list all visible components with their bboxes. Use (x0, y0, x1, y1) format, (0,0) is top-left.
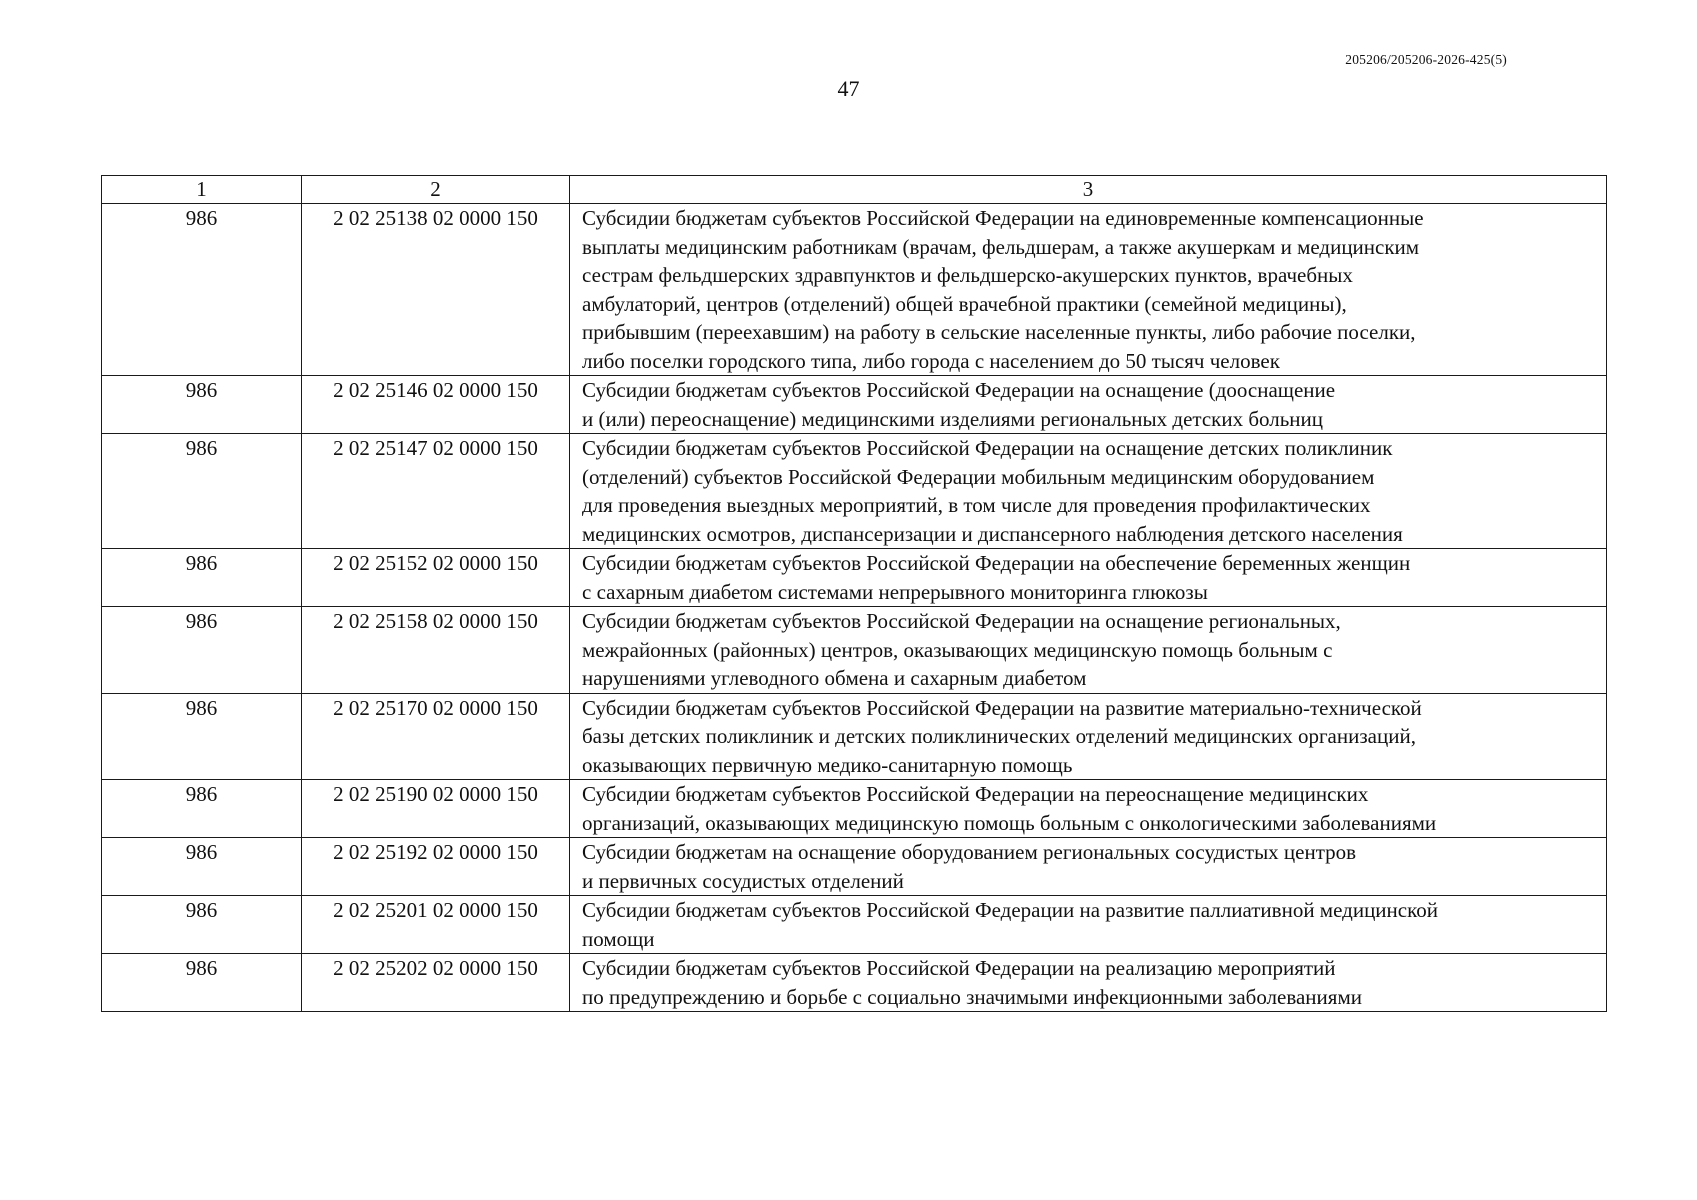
income-name-line: Субсидии бюджетам на оснащение оборудованием региональных сосудистых центров (582, 840, 1357, 864)
income-name-line: нарушениями углеводного обмена и сахарным диабетом (582, 666, 1087, 690)
income-name-cell (570, 376, 1607, 434)
income-name-line: и (или) переоснащение) медицинскими изделиями региональных детских больниц (582, 406, 1324, 431)
income-name-cell (570, 954, 1607, 1012)
budget-code-cell: 2 02 25190 02 0000 150 (302, 780, 570, 838)
income-name-line: организаций, оказывающих медицинскую помощь больным с онкологическими заболеваниями (582, 810, 1437, 835)
budget-code-cell: 2 02 25158 02 0000 150 (302, 607, 570, 694)
admin-code-cell: 986 (102, 434, 302, 549)
column-header-3: 3 (570, 176, 1607, 204)
admin-code-cell: 986 (102, 954, 302, 1012)
page-number: 47 (837, 76, 860, 101)
income-name-line: Субсидии бюджетам субъектов Российской Федерации на переоснащение медицинских (582, 782, 1369, 806)
income-name-cell (570, 896, 1607, 954)
income-name-line: межрайонных (районных) центров, оказывающих медицинскую помощь больным с (582, 637, 1333, 662)
income-name-line: сестрам фельдшерских здравпунктов и фельдшерско-акушерских пунктов, врачебных (582, 263, 1353, 287)
income-name-line: Субсидии бюджетам субъектов Российской Федерации на обеспечение беременных женщин (582, 551, 1411, 575)
admin-code-cell: 986 (102, 896, 302, 954)
income-name-cell (570, 693, 1607, 780)
admin-code-cell: 986 (102, 204, 302, 376)
budget-code-cell: 2 02 25192 02 0000 150 (302, 838, 570, 896)
income-name-line: помощи (582, 926, 655, 951)
table-row (102, 607, 1607, 694)
income-name-line: для проведения выездных мероприятий, в том числе для проведения профилактических (582, 493, 1371, 517)
table-row (102, 204, 1607, 376)
budget-code-cell: 2 02 25201 02 0000 150 (302, 896, 570, 954)
income-name-line: Субсидии бюджетам субъектов Российской Федерации на развитие паллиативной медицинской (582, 898, 1438, 922)
income-name-line: Субсидии бюджетам субъектов Российской Федерации на оснащение региональных, (582, 609, 1341, 633)
admin-code-cell: 986 (102, 780, 302, 838)
table-row (102, 549, 1607, 607)
table-row (102, 838, 1607, 896)
budget-code-cell: 2 02 25202 02 0000 150 (302, 954, 570, 1012)
table-row (102, 376, 1607, 434)
income-name-line: либо поселки городского типа, либо города с населением до 50 тысяч человек (582, 348, 1280, 373)
income-name-cell (570, 607, 1607, 694)
admin-code-cell: 986 (102, 838, 302, 896)
table-row (102, 954, 1607, 1012)
income-name-cell (570, 838, 1607, 896)
income-name-line: Субсидии бюджетам субъектов Российской Федерации на реализацию мероприятий (582, 956, 1336, 980)
budget-code-cell: 2 02 25146 02 0000 150 (302, 376, 570, 434)
admin-code-cell: 986 (102, 693, 302, 780)
income-name-cell (570, 204, 1607, 376)
income-name-line: Субсидии бюджетам субъектов Российской Федерации на оснащение (дооснащение (582, 378, 1336, 402)
column-header-1: 1 (102, 176, 302, 204)
budget-code-cell: 2 02 25138 02 0000 150 (302, 204, 570, 376)
income-name-line: амбулаторий, центров (отделений) общей врачебной практики (семейной медицины), (582, 291, 1347, 316)
income-name-line: Субсидии бюджетам субъектов Российской Федерации на единовременные компенсационные (582, 206, 1424, 230)
budget-classification-table (101, 175, 1607, 1012)
budget-code-cell: 2 02 25170 02 0000 150 (302, 693, 570, 780)
income-name-line: прибывшим (переехавшим) на работу в сельские населенные пункты, либо рабочие поселки, (582, 320, 1416, 344)
admin-code-cell: 986 (102, 607, 302, 694)
income-name-line: оказывающих первичную медико-санитарную помощь (582, 752, 1073, 777)
income-name-line: выплаты медицинским работникам (врачам, фельдшерам, а также акушеркам и медицинским (582, 234, 1420, 259)
table-row (102, 896, 1607, 954)
income-name-cell (570, 434, 1607, 549)
income-name-line: Субсидии бюджетам субъектов Российской Федерации на оснащение детских поликлиник (582, 436, 1393, 460)
admin-code-cell: 986 (102, 376, 302, 434)
budget-code-cell: 2 02 25152 02 0000 150 (302, 549, 570, 607)
income-name-line: базы детских поликлиник и детских поликлинических отделений медицинских организаций, (582, 724, 1416, 748)
income-name-line: с сахарным диабетом системами непрерывного мониторинга глюкозы (582, 579, 1208, 604)
income-name-cell (570, 549, 1607, 607)
table-row (102, 434, 1607, 549)
table-header-row (102, 176, 1607, 204)
table-row (102, 693, 1607, 780)
document-code: 205206/205206-2026-425(5) (1345, 52, 1507, 67)
column-header-2: 2 (302, 176, 570, 204)
income-name-line: (отделений) субъектов Российской Федерации мобильным медицинским оборудованием (582, 464, 1375, 489)
income-name-cell (570, 780, 1607, 838)
admin-code-cell: 986 (102, 549, 302, 607)
income-name-line: по предупреждению и борьбе с социально значимыми инфекционными заболеваниями (582, 984, 1362, 1009)
income-name-line: Субсидии бюджетам субъектов Российской Федерации на развитие материально-технической (582, 695, 1422, 720)
income-name-line: медицинских осмотров, диспансеризации и диспансерного наблюдения детского населения (582, 521, 1403, 546)
income-name-line: и первичных сосудистых отделений (582, 868, 904, 893)
budget-code-cell: 2 02 25147 02 0000 150 (302, 434, 570, 549)
table-row (102, 780, 1607, 838)
table-body (102, 204, 1607, 1012)
